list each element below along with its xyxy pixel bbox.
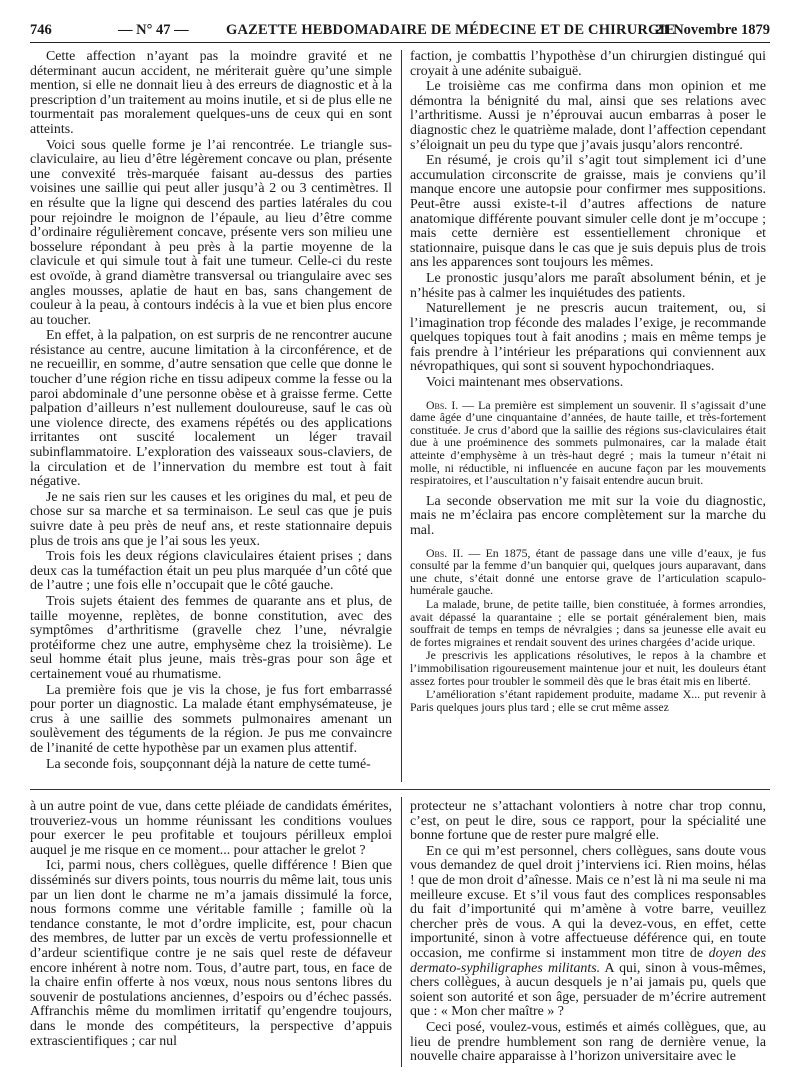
observation-label: Obs. I.: [426, 397, 459, 412]
observation-paragraph: Obs. I. — La première est simplement un souvenir. Il s’agissait d’une dame âgée d’une cinquantaine d’années, de haute taille, et très-fortement constituée. Je crus d’abord que la saillie des régions sus-claviculaires était due à une proéminence des sommets pulmonaires, car la malade était atteinte d’emphysème à un très-haut degré ; mais la tumeur n’était ni molle, ni réductible, ni influencée en aucune façon par les mouvements respiratoires, et l’auscultation n’y faisait entendre aucun bruit.: [410, 397, 766, 488]
observation-paragraph: La malade, brune, de petite taille, bien constituée, à formes arrondies, avait dépassé la quarantaine ; elle se portait généralement bien, mais souffrait de temps en temps de névralgies ; dans sa jeunesse elle avait eu de fortes migraines et rendait souvent des urines chargées d’acide urique.: [410, 596, 766, 649]
observation-paragraph: Obs. II. — En 1875, étant de passage dans une ville d’eaux, je fus consulté par la femme d’un banquier qui, quelques jours auparavant, dans une chute, s’était donné une entorse grave de l’articulation scapulo-humérale gauche.: [410, 545, 766, 598]
paragraph: Trois fois les deux régions claviculaires étaient prises ; dans deux cas la tuméfaction était un peu plus marquée d’un côté que de l’autre ; une fois elle n’occupait que le côté gauche.: [30, 549, 392, 594]
column-divider-bottom: [401, 797, 402, 1067]
paragraph: Naturellement je ne prescris aucun traitement, ou, si l’imagination trop féconde des malades l’exige, je recommande quelques topiques tout à fait anodins ; mais en même temps je fais prendre à l’intérieur les préparations qui conviennent aux névropathiques, qui sont si souvent hypochondriaques.: [410, 301, 766, 375]
paragraph: Ceci posé, voulez-vous, estimés et aimés collègues, que, au lieu de prendre humblement son rang de dernière venue, la nouvelle chaire apparaisse à l’horizon universitaire avec le: [410, 1019, 766, 1065]
paragraph: Ici, parmi nous, chers collègues, quelle différence ! Bien que disséminés sur divers points, tous nourris du même lait, tous unis par un lien dont le charme ne m’a jamais dissimulé la force, nous formons comme une véritable famille ; famille où la tendance constante, le mot d’ordre implicite, est, pour chacun des membres, de lutter par un excès de vertu professionnelle et d’ardeur scientifique contre je ne sais quel reste de défaveur encore inhérent à notre nom. Tous, d’autre part, tous, en face de la chaire enfin offerte à nos vœux, nous nous sentons libres du souvenir de postulations anciennes, d’espoirs ou d’échec passés. Affranchis même du momlimen irritatif qu’engendre toujours, dans le monde des compétiteurs, la perspective d’appuis extrascientifiques ; car nul: [30, 858, 392, 1049]
column-1: [30, 50, 392, 775]
column-3: [30, 800, 392, 1065]
paragraph: à un autre point de vue, dans cette pléiade de candidats émérites, trouveriez-vous un homme réunissant les conditions voulues pour exercer le peu profitable et toujours périlleux emploi auquel je me risque en ce moment... pour attacher le grelot ?: [30, 800, 392, 858]
observation-paragraph: Je prescrivis les applications résolutives, le repos à la chambre et l’immobilisation rigoureusement maintenue jour et nuit, les douleurs étant assez fortes pour troubler le sommeil dès que le bras était mis en liberté.: [410, 648, 766, 688]
observation-1: [410, 399, 766, 487]
issue-date: 21 Novembre 1879: [655, 22, 770, 38]
paragraph: Trois sujets étaient des femmes de quarante ans et plus, de taille moyenne, replètes, de bonne constitution, avec des symptômes d’arthritisme (gravelle chez l’une, névralgie protéiforme chez une autre, emphysème chez la troisième). Le seul homme était plus jeune, mais très-gras pour son âge et certainement voué au rhumatisme.: [30, 593, 392, 682]
paragraph: En ce qui m’est personnel, chers collègues, sans doute vous vous demandez de quel droit j’interviens ici. Rien moins, hélas ! que de mon droit d’aînesse. Mais ce n’est là ni ma seule ni ma meilleure excuse. Et s’il vous faut des complices responsables du fait d’importunité qui m’amène à votre barre, veuillez chercher près de vous. A qui la devez-vous, en effet, cette importunité, sinon à votre affectueuse déférence qui, en toute occasion, me confirme si instamment mon titre de doyen des dermato-syphiligraphes militants. A qui, sinon à vous-mêmes, chers collègues, à aucun desquels je n’ai jamais pu, quels que soient son autorité et son âge, persuader de m’écrire autrement que : « Mon cher maître » ?: [410, 843, 766, 1020]
observation-label: Obs. II.: [426, 545, 464, 560]
paragraph: En effet, à la palpation, on est surpris de ne rencontrer aucune résistance au centre, aucune limitation à la circonférence, et de ne recueillir, en somme, d’autre sensation que celle que donne le toucher d’une région riche en tissu adipeux comme la fesse ou la paroi abdominale d’une personne obèse et à graisse ferme. Cette palpation d’ailleurs n’est nullement douloureuse, sauf le cas où une violence directe, des examens répétés ou des applications irritantes ont suscité localement un léger travail subinflammatoire. L’exploration des vaisseaux sous-claviers, de la circulation et de l’innervation du membre est tout à fait négative.: [30, 328, 392, 490]
section-divider: [30, 789, 770, 790]
paragraph: faction, je combattis l’hypothèse d’un chirurgien distingué qui croyait à une adénite subaiguë.: [410, 50, 766, 79]
paragraph: Le troisième cas me confirma dans mon opinion et me démontra la bénignité du mal, ainsi que ses relations avec l’arthritisme. Aussi je n’éprouvai aucun embarras à poser le diagnostic chez le quatrième malade, dont l’affection cependant s’éloignait un peu du type que j’avais jusqu’alors rencontré.: [410, 79, 766, 153]
paragraph: Voici sous quelle forme je l’ai rencontrée. Le triangle sus-claviculaire, au lieu d’être légèrement concave ou plan, présente une convexité très-marquée faisant au-dessus des parties voisines une saillie qui peut aller jusqu’à 2 ou 3 centimètres. Il en résulte que la ligne qui descend des parties latérales du cou pour rejoindre le moignon de l’épaule, au lieu d’être comme d’ordinaire régulièrement concave, présente vers son milieu une bosselure répondant à peu près à la partie moyenne de la clavicule et qui simule tout à fait une tumeur. Celle-ci du reste est ovoïde, à grand diamètre transversal ou triangulaire avec ses angles mousses, aplatie de haut en bas, sans changement de couleur à la peau, à contours indécis à la vue et bien plus encore au toucher.: [30, 137, 392, 328]
observation-paragraph: L’amélioration s’étant rapidement produite, madame X... put revenir à Paris quelques jours plus tard ; elle se crut même assez: [410, 687, 766, 714]
paragraph: Le pronostic jusqu’alors me paraît absolument bénin, et je n’hésite pas à calmer les inquiétudes des patients.: [410, 270, 766, 301]
paragraph: Je ne sais rien sur les causes et les origines du mal, et peu de chose sur sa marche et sa terminaison. Le seul cas que je puis suivre date à peu près de neuf ans, et reste stationnaire depuis plus de trois ans que je l’ai sous les yeux.: [30, 489, 392, 549]
journal-title: GAZETTE HEBDOMADAIRE DE MÉDECINE ET DE CHIRURGIE: [226, 22, 676, 38]
paragraph: Voici maintenant mes observations.: [426, 375, 624, 391]
paragraph: La seconde observation me mit sur la voie du diagnostic, mais ne m’éclaira pas encore complètement sur la marche du mal.: [410, 493, 766, 538]
emphasized-title: doyen des dermato-syphiligraphes militants.: [410, 945, 766, 976]
column-divider-top: [401, 50, 402, 782]
observation-2: [410, 547, 766, 714]
paragraph: protecteur ne s’attachant volontiers à notre char trop connu, c’est, on peut le dire, sous ce rapport, pour la spécialité une bonne fortune que de rester pure malgré elle.: [410, 800, 766, 844]
paragraph: La première fois que je vis la chose, je fus fort embarrassé pour porter un diagnostic. La malade étant emphysémateuse, je crus à une saillie des sommets pulmonaires amenant un soulèvement des téguments de la région. Je pus me convaincre de l’inanité de cette hypothèse par un examen plus attentif.: [30, 682, 392, 756]
paragraph: Cette affection n’ayant pas la moindre gravité et ne déterminant aucun accident, ne mériterait guère qu’une simple mention, si elle ne donnait lieu à des erreurs de diagnostic et à la prescription d’un traitement au moins inutile, et si de plus elle ne tourmentait pas moralement quelques-uns de ceux qui en sont atteints.: [30, 50, 392, 137]
column-2: [410, 50, 766, 782]
issue-number: — N° 47 —: [118, 22, 189, 38]
paragraph: En résumé, je crois qu’il s’agit tout simplement ici d’une accumulation circonscrite de graisse, mais je conviens qu’il manque encore une autopsie pour confirmer mes suppositions. Peut-être aussi existe-t-il d’autres affections de nature anatomique différente pouvant simuler celle dont je m’occupe ; mais cette dernière est essentiellement chronique et stationnaire, puisque dans le cas que je suis depuis plus de trois ans les apparences sont toujours les mêmes.: [410, 153, 766, 271]
column-4: [410, 800, 766, 1065]
paragraph: La seconde fois, soupçonnant déjà la nature de cette tumé-: [46, 756, 371, 772]
page-header: [30, 20, 770, 43]
page-number: 746: [30, 22, 52, 38]
